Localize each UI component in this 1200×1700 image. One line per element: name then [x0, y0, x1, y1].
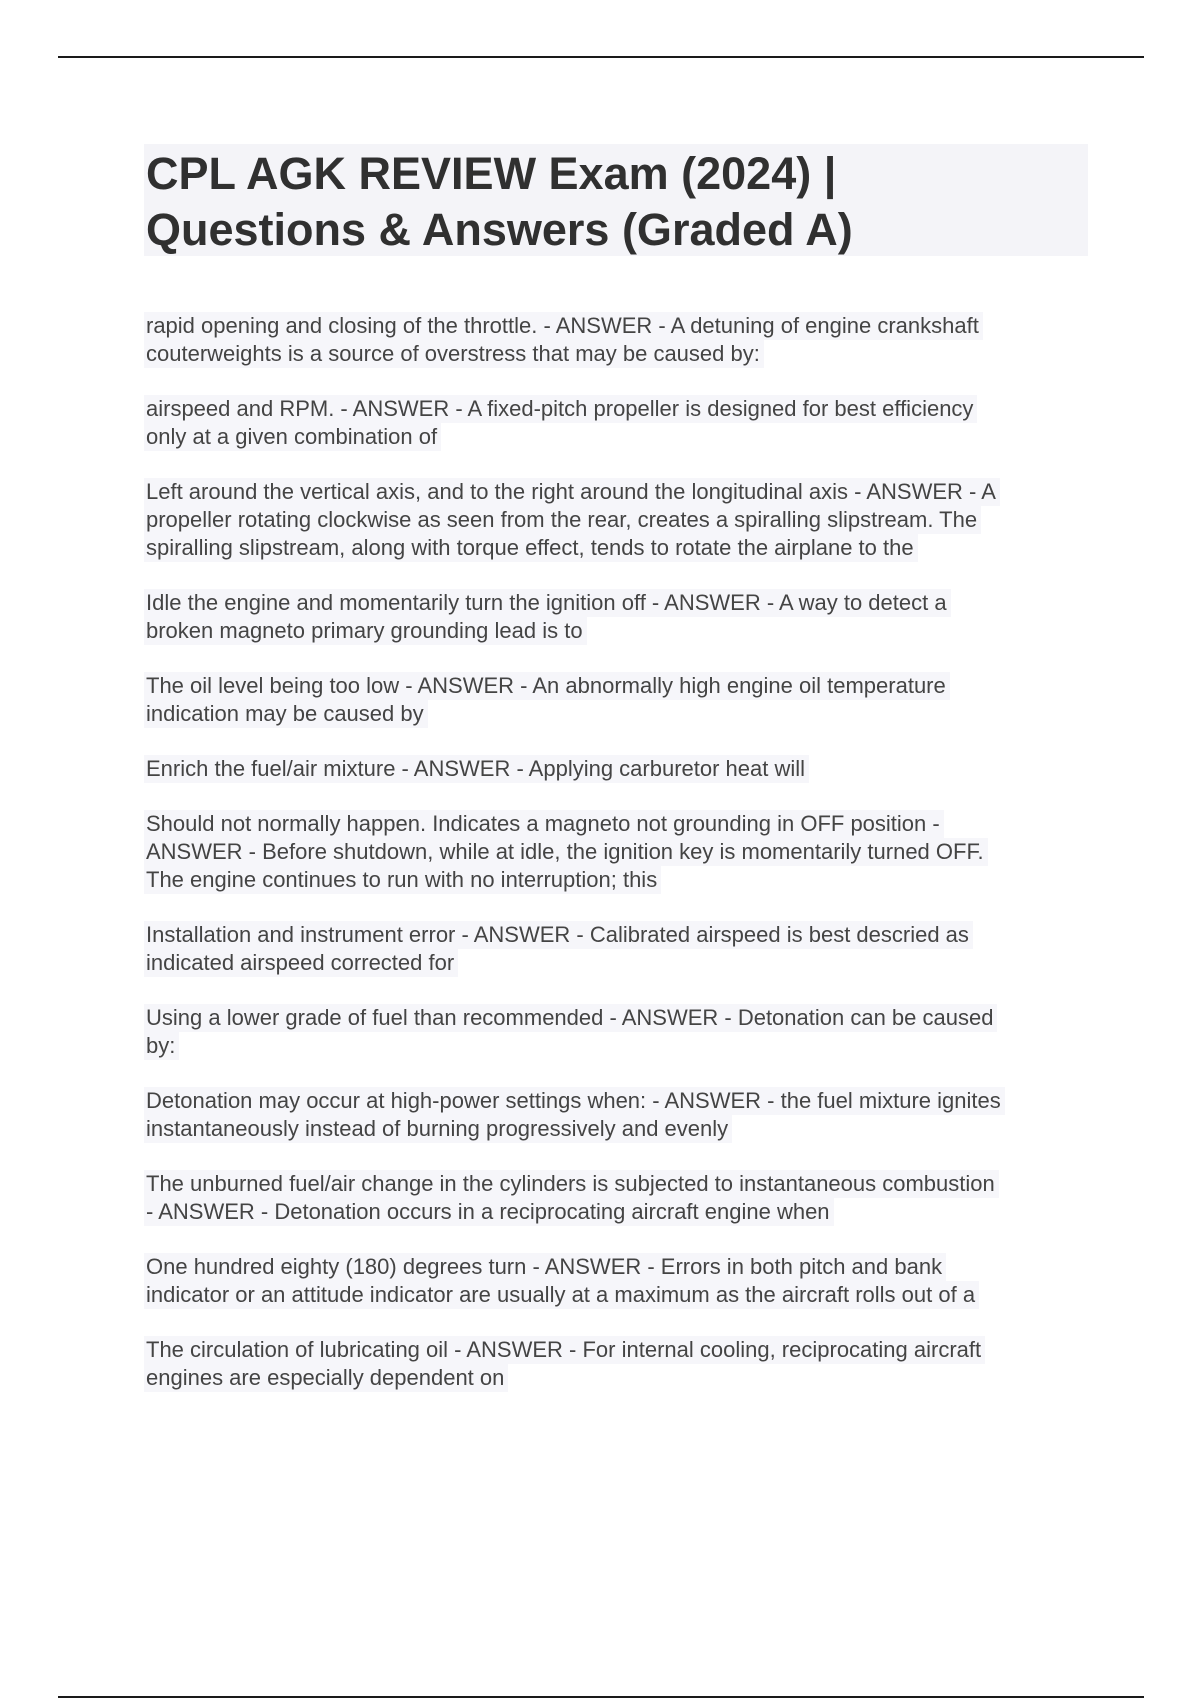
- title-block: [144, 144, 1088, 256]
- qa-line: Using a lower grade of fuel than recommended - ANSWER - Detonation can be caused: [144, 1004, 997, 1032]
- qa-item: [144, 1336, 1094, 1392]
- qa-item: [144, 395, 1094, 451]
- qa-line: only at a given combination of: [144, 423, 441, 451]
- qa-line: engines are especially dependent on: [144, 1364, 508, 1392]
- qa-line: Enrich the fuel/air mixture - ANSWER - Applying carburetor heat will: [144, 755, 809, 783]
- qa-line: propeller rotating clockwise as seen from the rear, creates a spiralling slipstream. The: [144, 506, 981, 534]
- qa-line: The unburned fuel/air change in the cylinders is subjected to instantaneous combustion: [144, 1170, 999, 1198]
- qa-item: [144, 478, 1094, 562]
- bottom-rule: [58, 1696, 1144, 1698]
- qa-line: Idle the engine and momentarily turn the ignition off - ANSWER - A way to detect a: [144, 589, 951, 617]
- qa-item: [144, 921, 1094, 977]
- qa-item: [144, 1253, 1094, 1309]
- qa-line: instantaneously instead of burning progressively and evenly: [144, 1115, 732, 1143]
- qa-item: [144, 672, 1094, 728]
- qa-line: indication may be caused by: [144, 700, 428, 728]
- qa-line: Left around the vertical axis, and to the right around the longitudinal axis - ANSWER - A: [144, 478, 1000, 506]
- qa-line: spiralling slipstream, along with torque effect, tends to rotate the airplane to the: [144, 534, 918, 562]
- qa-line: ANSWER - Before shutdown, while at idle, the ignition key is momentarily turned OFF.: [144, 838, 988, 866]
- qa-item: [144, 312, 1094, 368]
- qa-line: airspeed and RPM. - ANSWER - A fixed-pitch propeller is designed for best efficiency: [144, 395, 977, 423]
- top-rule: [58, 56, 1144, 58]
- qa-line: - ANSWER - Detonation occurs in a reciprocating aircraft engine when: [144, 1198, 834, 1226]
- qa-item: [144, 589, 1094, 645]
- qa-line: by:: [144, 1032, 179, 1060]
- qa-line: indicated airspeed corrected for: [144, 949, 458, 977]
- qa-line: couterweights is a source of overstress that may be caused by:: [144, 340, 764, 368]
- qa-line: The oil level being too low - ANSWER - An abnormally high engine oil temperature: [144, 672, 950, 700]
- qa-list: [144, 312, 1094, 1419]
- qa-item: [144, 1004, 1094, 1060]
- title-line-2: Questions & Answers (Graded A): [146, 204, 853, 255]
- qa-item: [144, 1170, 1094, 1226]
- page-title: [144, 144, 1088, 258]
- qa-line: Installation and instrument error - ANSWER - Calibrated airspeed is best descried as: [144, 921, 973, 949]
- qa-line: Detonation may occur at high-power settings when: - ANSWER - the fuel mixture ignites: [144, 1087, 1005, 1115]
- qa-line: The engine continues to run with no interruption; this: [144, 866, 661, 894]
- title-line-1: CPL AGK REVIEW Exam (2024) |: [146, 148, 837, 199]
- qa-item: [144, 810, 1094, 894]
- qa-line: The circulation of lubricating oil - ANSWER - For internal cooling, reciprocating aircraft: [144, 1336, 985, 1364]
- qa-item: [144, 1087, 1094, 1143]
- qa-item: [144, 755, 1094, 783]
- qa-line: broken magneto primary grounding lead is to: [144, 617, 587, 645]
- qa-line: rapid opening and closing of the throttle. - ANSWER - A detuning of engine crankshaft: [144, 312, 983, 340]
- qa-line: Should not normally happen. Indicates a magneto not grounding in OFF position -: [144, 810, 944, 838]
- qa-line: One hundred eighty (180) degrees turn - ANSWER - Errors in both pitch and bank: [144, 1253, 946, 1281]
- qa-line: indicator or an attitude indicator are usually at a maximum as the aircraft rolls out of a: [144, 1281, 979, 1309]
